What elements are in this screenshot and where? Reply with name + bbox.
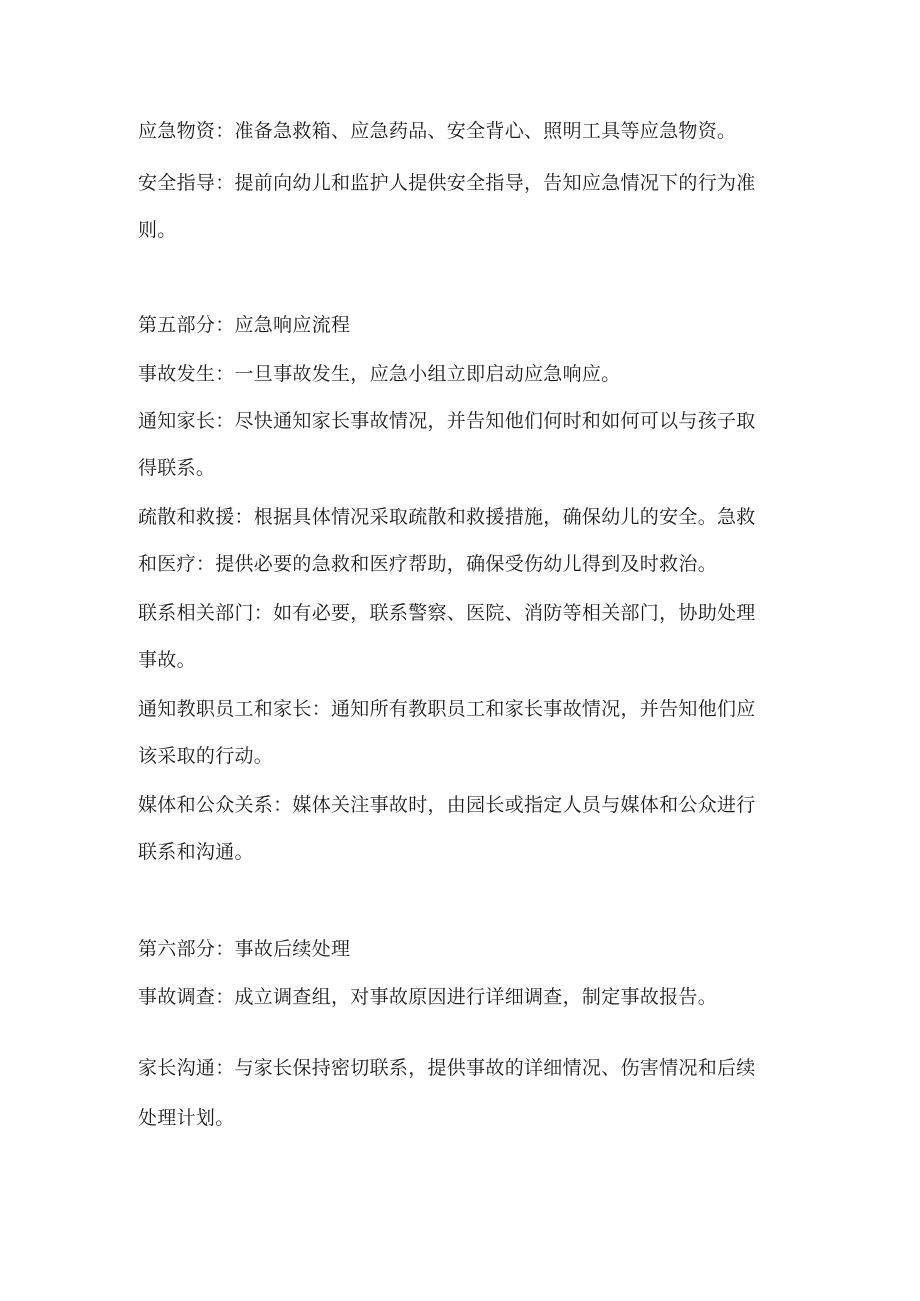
text-line: 通知家长：尽快通知家长事故情况，并告知他们何时和如何可以与孩子取 — [138, 410, 756, 432]
text-line: 事故调查：成立调查组，对事故原因进行详细调查，制定事故报告。 — [138, 986, 718, 1008]
text-line: 联系相关部门：如有必要，联系警察、医院、消防等相关部门，协助处理 — [138, 602, 756, 624]
text-line: 则。 — [138, 219, 177, 241]
text-line: 疏散和救援：根据具体情况采取疏散和救援措施，确保幼儿的安全。急救 — [138, 506, 756, 528]
section-heading: 第六部分：事故后续处理 — [138, 938, 351, 960]
text-line: 联系和沟通。 — [138, 841, 254, 863]
text-line: 家长沟通：与家长保持密切联系，提供事故的详细情况、伤害情况和后续 — [138, 1057, 756, 1079]
text-line: 应急物资：准备急救箱、应急药品、安全背心、照明工具等应急物资。 — [138, 120, 737, 142]
text-line: 媒体和公众关系：媒体关注事故时，由园长或指定人员与媒体和公众进行 — [138, 794, 756, 816]
text-line: 事故。 — [138, 649, 196, 671]
text-line: 通知教职员工和家长：通知所有教职员工和家长事故情况，并告知他们应 — [138, 698, 756, 720]
text-line: 得联系。 — [138, 457, 216, 479]
section-heading: 第五部分：应急响应流程 — [138, 314, 351, 336]
text-line: 安全指导：提前向幼儿和监护人提供安全指导，告知应急情况下的行为准 — [138, 172, 756, 194]
text-line: 和医疗：提供必要的急救和医疗帮助，确保受伤幼儿得到及时救治。 — [138, 553, 718, 575]
text-line: 事故发生：一旦事故发生，应急小组立即启动应急响应。 — [138, 363, 621, 385]
text-line: 该采取的行动。 — [138, 745, 274, 767]
text-line: 处理计划。 — [138, 1107, 235, 1129]
